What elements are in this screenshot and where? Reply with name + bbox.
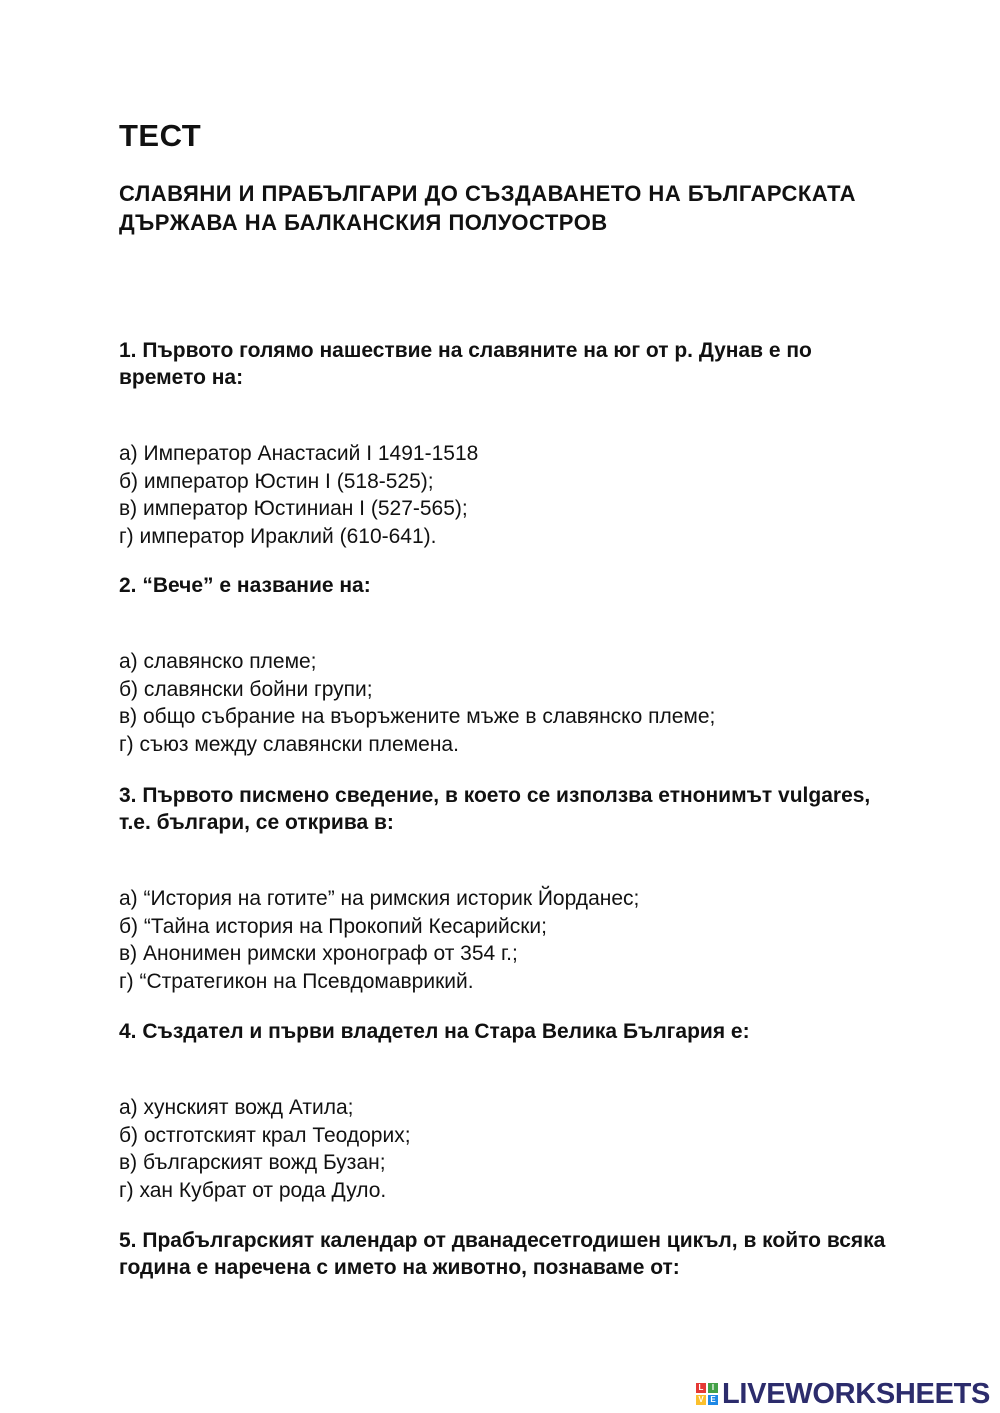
question-2	[119, 572, 889, 758]
options-list	[119, 885, 889, 995]
logo-mark-icon	[696, 1383, 718, 1405]
option-d: г) император Ираклий (610-641).	[119, 524, 437, 548]
option-b: б) “Тайна история на Прокопий Кесарийски;	[119, 914, 547, 938]
logo-letter: L	[696, 1383, 706, 1393]
option-c: в) император Юстиниан I (527-565);	[119, 497, 468, 520]
option-b: б) император Юстин I (518-525);	[119, 469, 434, 493]
logo-text: LIVEWORKSHEETS	[722, 1377, 991, 1410]
option-b: б) остготският крал Теодорих;	[119, 1123, 411, 1147]
option-c: в) българският вожд Бузан;	[119, 1151, 386, 1174]
option-a: а) “История на готите” на римския историк Йорданес;	[119, 887, 640, 910]
question-text: 4. Създател и първи владетел на Стара Велика България е:	[119, 1020, 750, 1043]
liveworksheets-logo	[696, 1378, 990, 1410]
option-b: б) славянски бойни групи;	[119, 677, 373, 701]
logo-letter: E	[708, 1395, 718, 1405]
question-1	[119, 337, 889, 550]
options-list	[119, 648, 889, 758]
option-d: г) съюз между славянски племена.	[119, 732, 459, 756]
question-4	[119, 1018, 889, 1204]
question-5	[119, 1227, 889, 1281]
options-list	[119, 440, 889, 550]
options-list	[119, 1094, 889, 1204]
logo-letter: I	[708, 1383, 718, 1393]
page-subtitle: СЛАВЯНИ И ПРАБЪЛГАРИ ДО СЪЗДАВАНЕТО НА БЪЛГАРСКАТА ДЪРЖАВА НА БАЛКАНСКИЯ ПОЛУОСТРОВ	[119, 181, 857, 235]
option-d: г) хан Кубрат от рода Дуло.	[119, 1178, 387, 1202]
option-a: а) Император Анастасий I 1491-1518	[119, 442, 479, 465]
question-text: 3. Първото писмено сведение, в което се използва етнонимът vulgares, т.е. българи, се открива в:	[119, 784, 871, 834]
logo-letter: V	[696, 1395, 706, 1405]
option-c: в) Анонимен римски хронограф от 354 г.;	[119, 942, 518, 965]
question-text: 1. Първото голямо нашествие на славяните на юг от р. Дунав е по времето на:	[119, 339, 812, 389]
page-title: ТЕСТ	[119, 118, 202, 153]
question-text: 5. Прабългарският календар от дванадесетгодишен цикъл, в който всяка година е наречена с името на животно, познаваме от:	[119, 1229, 886, 1279]
option-d: г) “Стратегикон на Псевдомаврикий.	[119, 969, 474, 993]
option-a: а) славянско племе;	[119, 650, 317, 673]
question-text: 2. “Вече” е название на:	[119, 574, 371, 597]
option-c: в) общо събрание на въоръжените мъже в славянско племе;	[119, 705, 716, 728]
question-3	[119, 782, 889, 995]
option-a: а) хунският вожд Атила;	[119, 1096, 354, 1119]
